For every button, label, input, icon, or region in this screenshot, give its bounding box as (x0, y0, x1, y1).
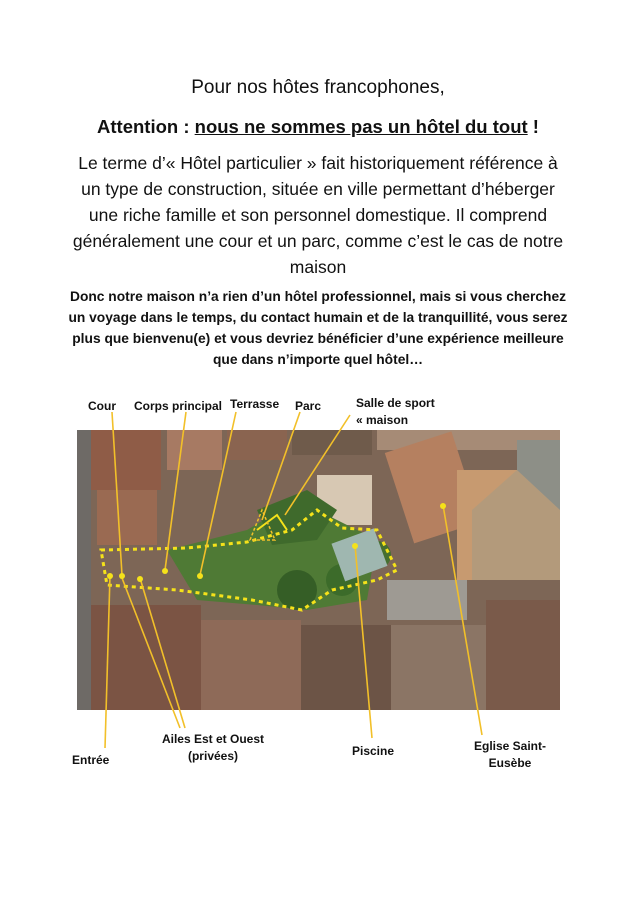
leader-terrasse (200, 412, 236, 575)
label-ailes-line2: (privées) (187, 749, 239, 763)
label-terrasse: Terrasse (230, 397, 280, 411)
attention-prefix: Attention : (97, 116, 195, 137)
label-ailes-line1: Ailes Est et Ouest (161, 732, 265, 746)
label-eglise-line2: Eusèbe (488, 756, 532, 770)
leader-salle-sport (285, 415, 350, 515)
label-entree: Entrée (72, 753, 110, 767)
greeting-line: Pour nos hôtes francophones, (191, 77, 445, 98)
label-eglise-line1: Eglise Saint- (473, 739, 547, 753)
label-parc: Parc (295, 399, 322, 413)
label-piscine: Piscine (352, 744, 395, 758)
label-salle-sport (356, 395, 435, 429)
leader-parc (262, 412, 300, 520)
label-salle-sport-line1: Salle de sport (356, 396, 435, 410)
label-ailes (150, 731, 276, 765)
label-cour: Cour (88, 399, 116, 413)
leader-cour (112, 412, 122, 575)
leader-corps-principal (165, 412, 186, 570)
leader-eglise (443, 505, 482, 735)
leader-aile-ouest (122, 578, 180, 728)
leader-aile-est (140, 578, 185, 728)
bold-paragraph: Donc notre maison n’a rien d’un hôtel professionnel, mais si vous cherchez un voyage dans le temps, du contact humain et de la tranquillité, vous serez plus que bienvenu(e) et vous devriez bénéficier d’une expérience meilleure que dans n’importe quel hôtel… (68, 289, 568, 367)
label-corps-principal: Corps principal (134, 399, 223, 413)
leader-piscine (355, 545, 372, 738)
label-eglise (460, 738, 560, 772)
attention-underlined: nous ne sommes pas un hôtel du tout (194, 116, 528, 137)
attention-suffix: ! (527, 116, 539, 137)
leader-entree (105, 575, 110, 748)
label-salle-sport-line2: « maison (356, 413, 409, 427)
intro-paragraph: Le terme d’« Hôtel particulier » fait historiquement référence à un type de construction, située en ville permettant d’héberger une riche famille et son personnel domestique. Il comprend généralement une cour et un parc, comme c’est le cas de notre maison (72, 153, 564, 277)
